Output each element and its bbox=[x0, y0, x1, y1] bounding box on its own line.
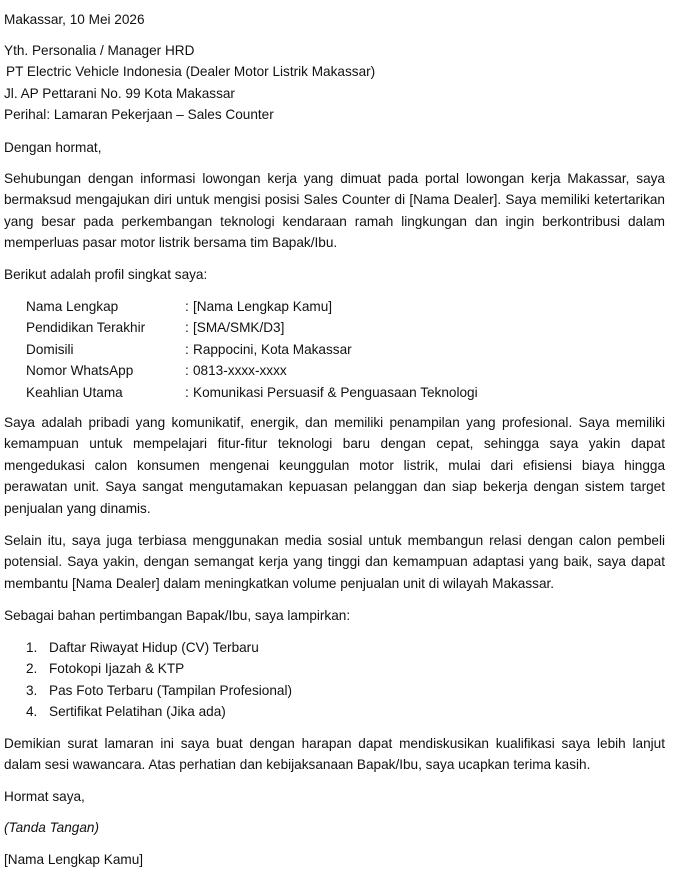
paragraph-opening: Sehubungan dengan informasi lowongan kerja yang dimuat pada portal lowongan kerja Makassar, saya bermaksud mengajukan diri untuk mengisi posisi Sales Counter di [Nama Dealer]. Saya memiliki ketertarikan yang besar pada perkembangan teknologi kendaraan ramah lingkungan dan ingin berkontribusi dalam memperluas pasar motor listrik bersama tim Bapak/Ibu. bbox=[4, 171, 665, 251]
list-number: 1. bbox=[26, 640, 38, 655]
subject-line: Perihal: Lamaran Pekerjaan – Sales Counter bbox=[4, 107, 274, 123]
profile-row-skills bbox=[26, 382, 586, 403]
profile-label: Keahlian Utama bbox=[26, 384, 123, 400]
profile-label: Nama Lengkap bbox=[26, 299, 119, 314]
profile-value: [SMA/SMK/D3] bbox=[193, 320, 285, 336]
paragraph-closing: Demikian surat lamaran ini saya buat dengan harapan dapat mendiskusikan kualifikasi saya lebih lanjut dalam sesi wawancara. Atas perhatian dan kebijaksanaan Bapak/Ibu, saya ucapkan terima kasih. bbox=[4, 736, 665, 773]
list-number: 2. bbox=[26, 661, 38, 677]
list-item bbox=[26, 680, 586, 701]
profile-table bbox=[26, 296, 586, 403]
profile-label: Nomor WhatsApp bbox=[26, 363, 134, 379]
list-number: 3. bbox=[26, 682, 38, 698]
attachments-intro: Sebagai bahan pertimbangan Bapak/Ibu, saya lampirkan: bbox=[4, 608, 351, 623]
profile-value: 0813-xxxx-xxxx bbox=[193, 363, 287, 379]
list-text: Pas Foto Terbaru (Tampilan Profesional) bbox=[49, 682, 293, 698]
profile-intro: Berikut adalah profil singkat saya: bbox=[4, 267, 208, 282]
profile-separator: : bbox=[185, 384, 189, 400]
profile-row-domicile bbox=[26, 339, 586, 360]
profile-value: Komunikasi Persuasif & Penguasaan Teknologi bbox=[193, 384, 478, 400]
paragraph-social-media: Selain itu, saya juga terbiasa menggunakan media sosial untuk membangun relasi dengan calon pembeli potensial. Saya yakin, dengan semangat kerja yang tinggi dan kemampuan adaptasi yang baik, saya dapat membantu [Nama Dealer] dalam meningkatkan volume penjualan unit di wilayah Makassar. bbox=[4, 533, 665, 591]
recipient-title: Yth. Personalia / Manager HRD bbox=[4, 43, 195, 58]
profile-row-education bbox=[26, 317, 586, 338]
profile-row-name bbox=[26, 296, 586, 317]
list-item bbox=[26, 637, 586, 658]
profile-label: Pendidikan Terakhir bbox=[26, 320, 146, 336]
list-item bbox=[26, 701, 586, 722]
profile-row-whatsapp bbox=[26, 360, 586, 381]
profile-separator: : bbox=[185, 299, 189, 314]
date-line: Makassar, 10 Mei 2026 bbox=[4, 12, 145, 27]
recipient-address: Jl. AP Pettarani No. 99 Kota Makassar bbox=[4, 85, 235, 101]
sign-off: Hormat saya, bbox=[4, 789, 85, 804]
signer-name: [Nama Lengkap Kamu] bbox=[4, 852, 144, 867]
profile-separator: : bbox=[185, 320, 189, 336]
list-number: 4. bbox=[26, 704, 38, 720]
profile-label: Domisili bbox=[26, 341, 74, 357]
recipient-company: PT Electric Vehicle Indonesia (Dealer Motor Listrik Makassar) bbox=[6, 64, 376, 80]
recipient-block bbox=[4, 40, 665, 126]
profile-value: Rappocini, Kota Makassar bbox=[193, 341, 352, 357]
greeting: Dengan hormat, bbox=[4, 140, 102, 155]
profile-separator: : bbox=[185, 363, 189, 379]
list-text: Sertifikat Pelatihan (Jika ada) bbox=[49, 704, 226, 720]
profile-value: [Nama Lengkap Kamu] bbox=[193, 299, 333, 314]
list-text: Fotokopi Ijazah & KTP bbox=[49, 661, 185, 677]
signature-placeholder: (Tanda Tangan) bbox=[4, 820, 99, 835]
paragraph-personality: Saya adalah pribadi yang komunikatif, energik, dan memiliki penampilan yang profesional. Saya memiliki kemampuan untuk mempelajari fitur-fitur teknologi baru dengan cepat, sehingga saya yakin dapat mengedukasi calon konsumen mengenai keunggulan motor listrik, mulai dari efisiensi biaya hingga perawatan unit. Saya sangat mengutamakan kepuasan pelanggan dan siap bekerja dengan sistem target penjualan yang dinamis. bbox=[4, 415, 665, 516]
profile-separator: : bbox=[185, 341, 189, 357]
attachments-list bbox=[26, 637, 586, 723]
list-item bbox=[26, 658, 586, 679]
list-text: Daftar Riwayat Hidup (CV) Terbaru bbox=[49, 640, 259, 655]
